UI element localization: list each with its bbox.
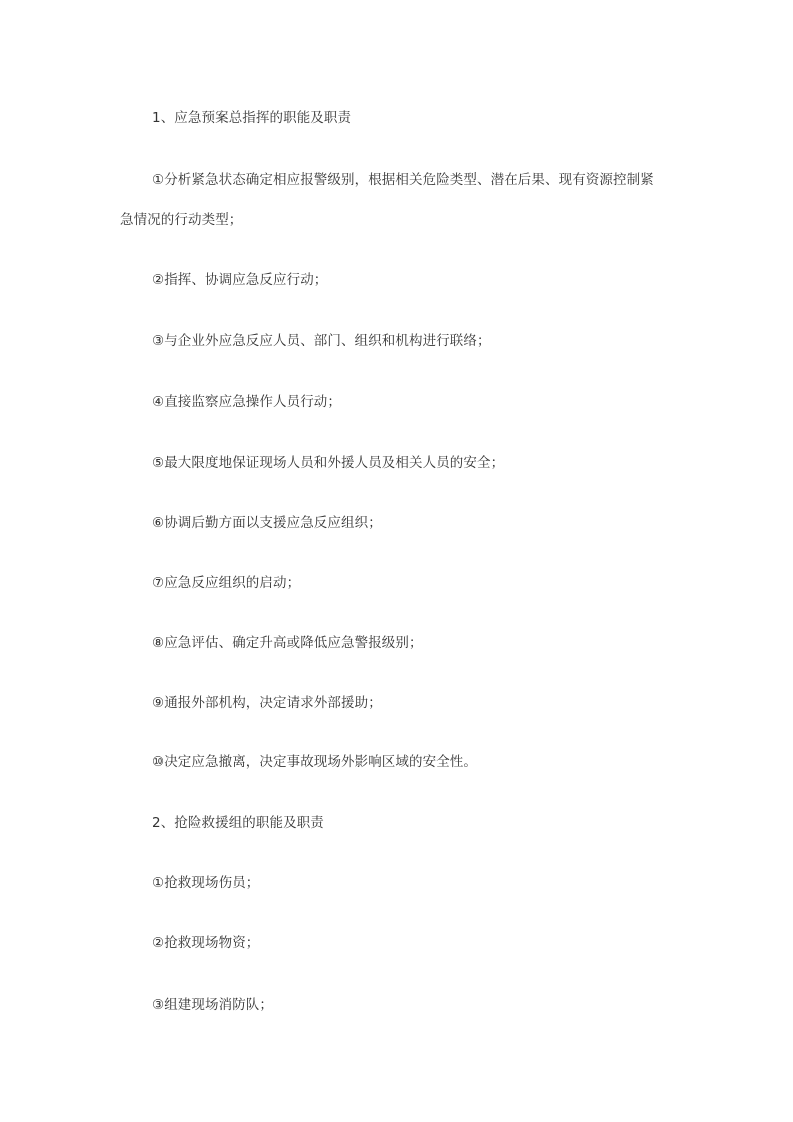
section-1-item-10: ⑩决定应急撤离，决定事故现场外影响区域的安全性。 (152, 754, 478, 770)
section-1-item-5: ⑤最大限度地保证现场人员和外援人员及相关人员的安全； (152, 455, 505, 471)
section-2-item-2: ②抢救现场物资； (152, 935, 260, 951)
section-1-item-2: ②指挥、协调应急反应行动； (152, 272, 328, 288)
section-1-item-3: ③与企业外应急反应人员、部门、组织和机构进行联络； (152, 333, 491, 349)
section-1-item-8: ⑧应急评估、确定升高或降低应急警报级别； (152, 635, 423, 651)
section-1-item-1-line-2: 急情况的行动类型； (120, 212, 243, 228)
section-1-item-4: ④直接监察应急操作人员行动； (152, 394, 342, 410)
section-1-heading: 1、应急预案总指挥的职能及职责 (152, 110, 352, 126)
section-2-heading: 2、抢险救援组的职能及职责 (152, 815, 324, 831)
section-2-item-1: ①抢救现场伤员； (152, 875, 260, 891)
section-1-item-9: ⑨通报外部机构，决定请求外部援助； (152, 695, 382, 711)
section-1-item-7: ⑦应急反应组织的启动； (152, 575, 301, 591)
section-1-item-6: ⑥协调后勤方面以支援应急反应组织； (152, 515, 382, 531)
section-1-item-1-line-1: ①分析紧急状态确定相应报警级别，根据相关危险类型、潜在后果、现有资源控制紧 (152, 172, 654, 188)
section-2-item-3: ③组建现场消防队； (152, 997, 274, 1013)
